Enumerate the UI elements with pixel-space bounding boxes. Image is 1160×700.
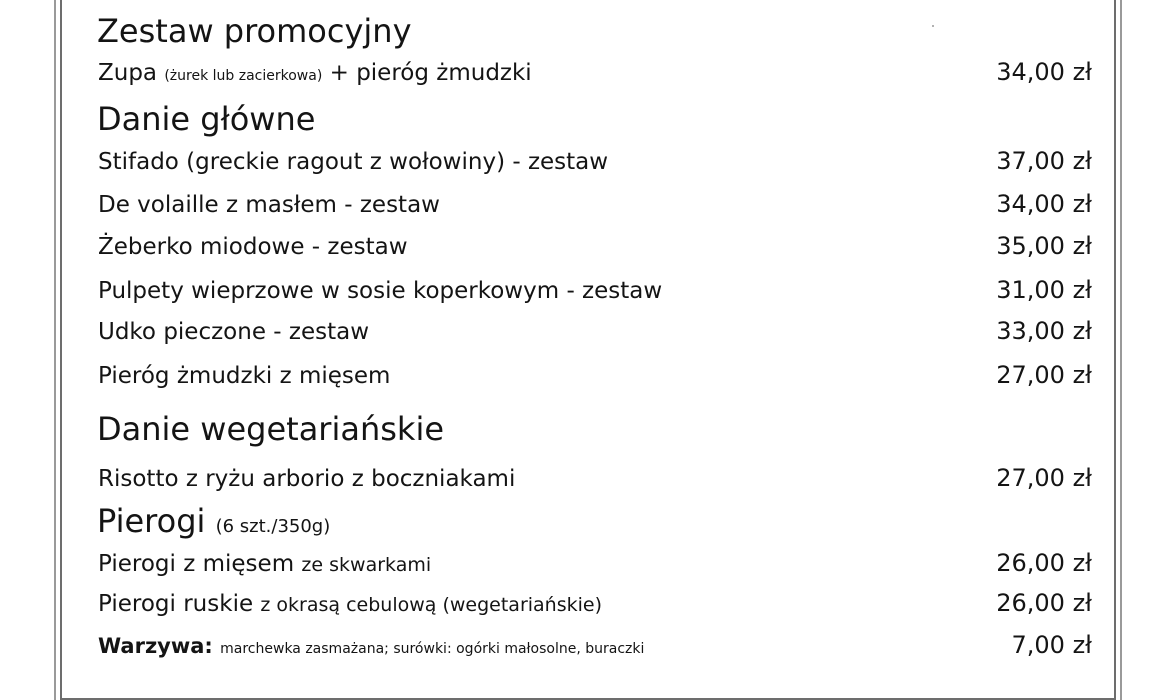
item-price: 33,00 zł <box>996 317 1092 345</box>
menu-item-zeberko <box>98 232 1092 260</box>
item-price: 7,00 zł <box>1011 631 1092 659</box>
menu-item-stifado <box>98 147 1092 175</box>
item-note-zupa: (żurek lub zacierkowa) <box>164 68 323 84</box>
item-name: Żeberko miodowe - zestaw <box>98 234 408 260</box>
menu-item-pierog-zmudzki <box>98 361 1092 389</box>
item-name: Pieróg żmudzki z mięsem <box>98 363 391 389</box>
item-name: Risotto z ryżu arborio z boczniakami <box>98 466 516 492</box>
menu-item-warzywa <box>98 631 1092 659</box>
scan-speck <box>932 25 934 27</box>
menu-item-name <box>98 60 532 86</box>
item-price: 35,00 zł <box>996 232 1092 260</box>
item-price: 31,00 zł <box>996 276 1092 304</box>
item-price: 27,00 zł <box>996 361 1092 389</box>
section-title-promo: Zestaw promocyjny <box>97 12 412 50</box>
item-detail: z okrasą cebulową (wegetariańskie) <box>260 594 603 616</box>
item-price: 27,00 zł <box>996 464 1092 492</box>
item-price: 26,00 zł <box>996 589 1092 617</box>
item-name: Udko pieczone - zestaw <box>98 319 370 345</box>
item-name: Stifado (greckie ragout z wołowiny) - zestaw <box>98 149 609 175</box>
menu-item-zupa <box>98 58 1092 86</box>
item-name-zupa: Zupa <box>98 60 158 86</box>
menu-item-pulpety <box>98 276 1092 304</box>
menu-item-risotto <box>98 464 1092 492</box>
menu-item-pierogi-ruskie <box>98 589 1092 617</box>
item-detail: ze skwarkami <box>301 554 432 576</box>
item-name: Pulpety wieprzowe w sosie koperkowym - zestaw <box>98 278 663 304</box>
item-price: 34,00 zł <box>996 190 1092 218</box>
item-name: De volaille z masłem - zestaw <box>98 192 440 218</box>
item-rest-zupa: + pieróg żmudzki <box>329 60 532 86</box>
item-price: 34,00 zł <box>996 58 1092 86</box>
menu-item-name <box>98 591 602 617</box>
menu-item-udko <box>98 317 1092 345</box>
section-title-vegetarian: Danie wegetariańskie <box>97 410 445 448</box>
pierogi-title-note: (6 szt./350g) <box>215 516 331 537</box>
item-name: Pierogi z mięsem <box>98 551 295 577</box>
menu-item-name <box>98 551 431 577</box>
pierogi-title: Pierogi <box>97 502 206 540</box>
section-title-pierogi <box>97 502 330 540</box>
vegetables-label: Warzywa: <box>98 634 213 658</box>
section-title-main: Danie główne <box>97 100 316 138</box>
item-price: 37,00 zł <box>996 147 1092 175</box>
menu-item-devolaille <box>98 190 1092 218</box>
item-name: Pierogi ruskie <box>98 591 254 617</box>
item-price: 26,00 zł <box>996 549 1092 577</box>
menu-item-name <box>98 633 644 659</box>
vegetables-detail: marchewka zasmażana; surówki: ogórki małosolne, buraczki <box>220 641 645 657</box>
menu-item-pierogi-miesem <box>98 549 1092 577</box>
